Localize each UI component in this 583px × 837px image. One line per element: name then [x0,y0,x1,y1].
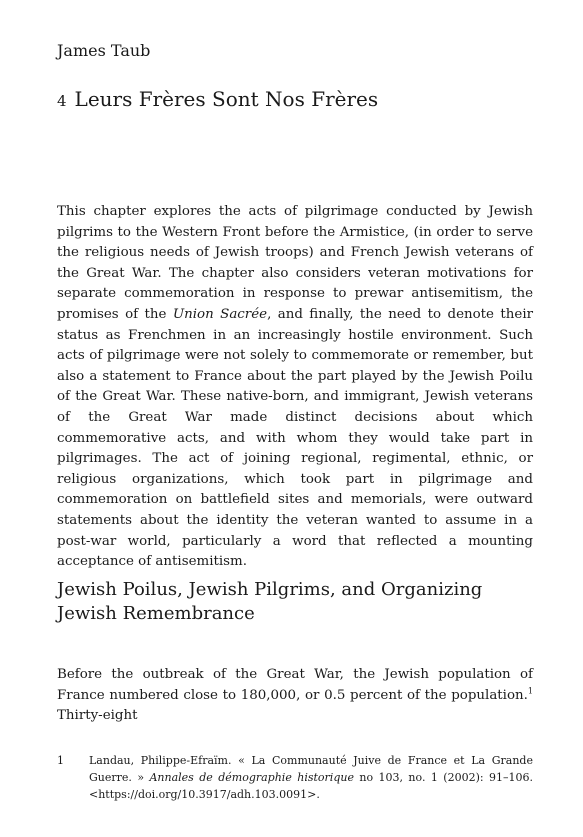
abstract-italic-term: Union Sacrée [172,306,268,322]
chapter-number: 4 [57,92,67,110]
abstract-text-end: , and finally, the need to denote their status as Frenchmen in an increasingly hostile environment. Such acts of pilgrimage were not solely to commemorate or remember, but also a statement to France about the part played by the Jewish Poilu of the Great War. These native-born, and immigrant, Jewish veterans of the Great War made distinct decisions about which commemorative acts, and with whom they would take part in pilgrimages. The act of joining regional, regimental, ethnic, or religious organizations, which took part in pilgrimage and commemoration on battlefield sites and memorials, were outward statements about the identity the veteran wanted to assume in a post-war world, particularly a word that reflected a mounting acceptance of antisemitism. [57,306,534,570]
footnote-reference[interactable]: 1 [527,686,533,696]
chapter-title-text: Leurs Frères Sont Nos Frères [74,87,379,111]
section-heading: Jewish Poilus, Jewish Pilgrims, and Organizing Jewish Remembrance [57,579,483,624]
body-paragraph [57,665,533,727]
running-header-author: James Taub [57,41,151,60]
footnote-journal-title: Annales de démographie historique [149,771,354,784]
footnote-number: 1 [57,754,64,767]
body-paragraph-text: Before the outbreak of the Great War, the Jewish population of France numbered close to 180,000, or 0.5 percent of the population. [57,667,533,703]
footnote-text-start: Landau, Philippe-Efraïm. « La Communauté Juive de France et La Grande Guerre. » [89,754,533,784]
chapter-title [57,86,378,114]
chapter-abstract [57,202,533,573]
footnote [57,752,533,803]
body-paragraph-tail: Thirty-eight [57,708,138,724]
abstract-text-start: This chapter explores the acts of pilgrimage conducted by Jewish pilgrims to the Western Front before the Armistice, (in order to serve the religious needs of Jewish troops) and French Jewish veterans of the Great War. The chapter also considers veteran motivations for separate commemoration in response to prewar antisemitism, the promises of the [57,204,533,322]
footnote-text [89,752,533,803]
footnote-text-end: no 103, no. 1 (2002): 91–106. <https://doi.org/10.3917/adh.103.0091>. [89,771,533,801]
